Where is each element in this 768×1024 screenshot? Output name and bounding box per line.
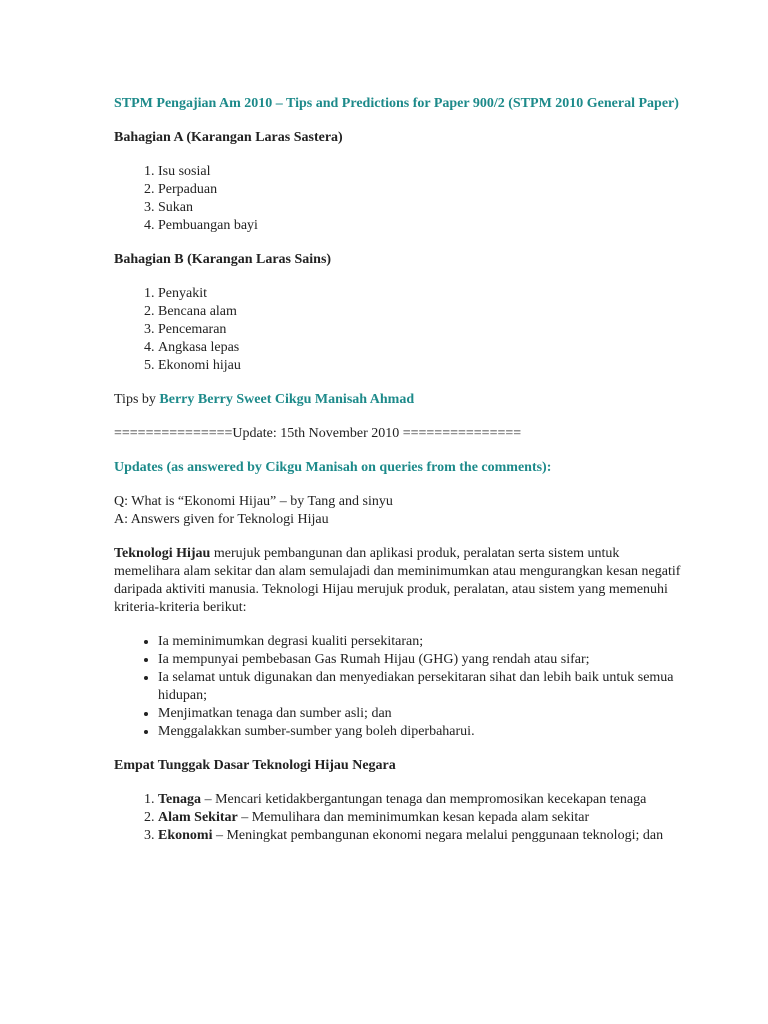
pillar-text: – Mencari ketidakbergantungan tenaga dan mempromosikan kecekapan tenaga [201, 792, 647, 807]
pillars-heading: Empat Tunggak Dasar Teknologi Hijau Negara [114, 758, 396, 773]
list-item: • Ia mempunyai pembebasan Gas Rumah Hijau (GHG) yang rendah atau sifar; [158, 651, 688, 669]
qa-block [114, 493, 688, 529]
definition-text: merujuk pembangunan dan aplikasi produk, peralatan serta sistem untuk memelihara alam sekitar dan alam semulajadi dan meminimumkan atau mengurangkan kesan negatif daripada aktiviti manusia. Teknologi Hijau merujuk produk, peralatan, atau sistem yang memenuhi kriteria-kriteria berikut: [114, 546, 681, 615]
list-item [158, 791, 688, 809]
list-item: 2. Perpaduan [158, 181, 688, 199]
question: Q: What is “Ekonomi Hijau” – by Tang and sinyu [114, 494, 393, 509]
list-item: 2. Bencana alam [158, 303, 688, 321]
list-item: 1. Isu sosial [158, 163, 688, 181]
section-a-heading: Bahagian A (Karangan Laras Sastera) [114, 130, 343, 145]
list-item: 1. Penyakit [158, 285, 688, 303]
list-item: 4. Angkasa lepas [158, 339, 688, 357]
pillar-term: Ekonomi [158, 828, 213, 843]
definition-term: Teknologi Hijau [114, 546, 211, 561]
pillar-text: – Meningkat pembangunan ekonomi negara melalui penggunaan teknologi; dan [212, 828, 664, 843]
list-item: 3. Pencemaran [158, 321, 688, 339]
tips-line [114, 391, 688, 409]
list-item: • Ia selamat untuk digunakan dan menyediakan persekitaran sihat dan lebih baik untuk semua hidupan; [158, 669, 688, 705]
pillars-list [114, 791, 688, 845]
definition-paragraph [114, 545, 688, 617]
list-item: 5. Ekonomi hijau [158, 357, 688, 375]
list-item: • Menjimatkan tenaga dan sumber asli; dan [158, 705, 688, 723]
tips-author-link[interactable]: Berry Berry Sweet Cikgu Manisah Ahmad [159, 392, 415, 407]
list-item [158, 827, 688, 845]
list-item: • Menggalakkan sumber-sumber yang boleh diperbaharui. [158, 723, 688, 741]
list-item: • Ia meminimumkan degrasi kualiti persekitaran; [158, 633, 688, 651]
updates-heading: Updates (as answered by Cikgu Manisah on queries from the comments): [114, 460, 552, 475]
criteria-list [114, 633, 688, 741]
list-item: 4. Pembuangan bayi [158, 217, 688, 235]
section-b-list [114, 285, 688, 375]
pillar-term: Tenaga [158, 792, 202, 807]
pillar-text: – Memulihara dan meminimumkan kesan kepada alam sekitar [237, 810, 590, 825]
section-b-heading: Bahagian B (Karangan Laras Sains) [114, 252, 332, 267]
list-item [158, 809, 688, 827]
tips-prefix: Tips by [114, 392, 160, 407]
update-line: ===============Update: 15th November 2010 =============== [114, 426, 522, 441]
pillar-term: Alam Sekitar [158, 810, 238, 825]
document-title: STPM Pengajian Am 2010 – Tips and Predictions for Paper 900/2 (STPM 2010 General Paper) [114, 96, 679, 111]
section-a-list [114, 163, 688, 235]
answer: A: Answers given for Teknologi Hijau [114, 512, 329, 527]
list-item: 3. Sukan [158, 199, 688, 217]
